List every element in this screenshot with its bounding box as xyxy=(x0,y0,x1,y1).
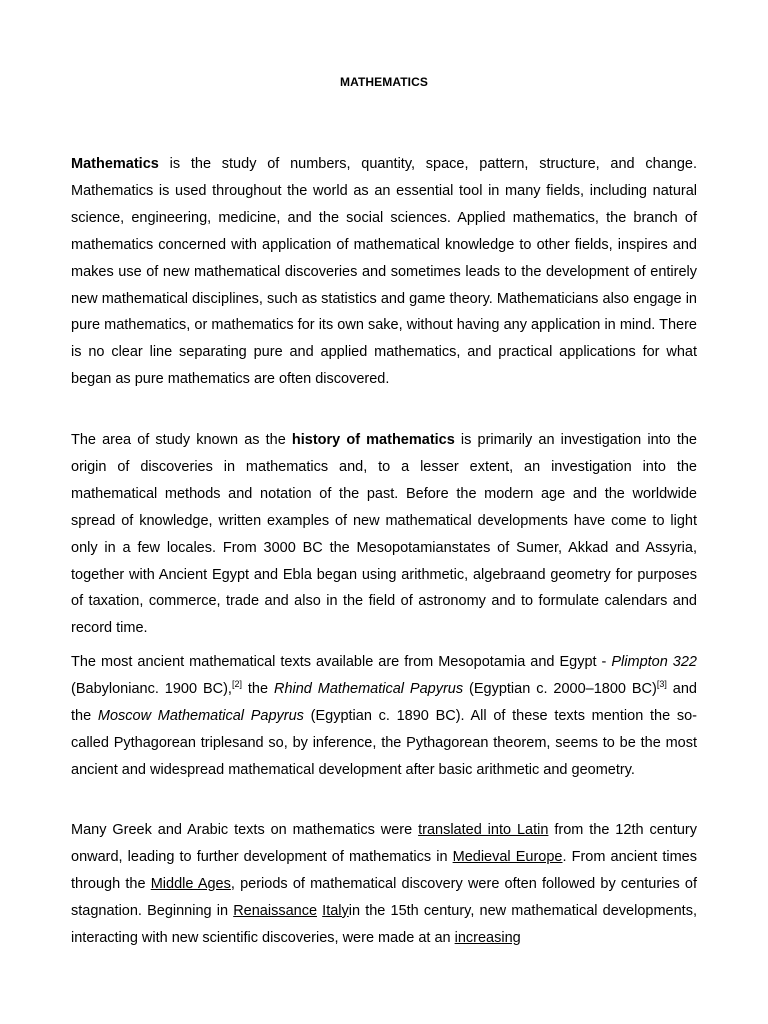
paragraph-text: is the study of numbers, quantity, space, pattern, structure, and change. Mathematics is used throughout the world as an essential tool in many fields, including natural science, engineering, medicine, and the social sciences. Applied mathematics, the branch of mathematics concerned with application of mathematical knowledge to other fields, inspires and makes use of new mathematical discoveries and sometimes leads to the development of entirely new mathematical disciplines, such as statistics and game theory. Mathematicians also engage in pure mathematics, or mathematics for its own sake, without having any application in mind. There is no clear line separating pure and applied mathematics, and practical applications for what began as pure mathematics are often discovered. xyxy=(71,156,697,388)
paragraph-text: Many Greek and Arabic texts on mathematics were xyxy=(71,822,419,838)
term-mathematics: Mathematics xyxy=(71,156,159,172)
paragraph-intro xyxy=(71,151,697,393)
link-increasing[interactable]: increasing xyxy=(454,929,521,946)
title-moscow-papyrus: Moscow Mathematical Papyrus xyxy=(97,707,304,724)
paragraph-text: from the 12th century onward, leading to further development of mathematics in xyxy=(71,822,697,865)
paragraph-text: (Egyptian c. 2000–1800 BC) xyxy=(463,680,657,697)
paragraph-text: in the 15th century, new mathematical developments, interacting with new scientific discoveries, were made at an xyxy=(71,902,697,946)
paragraph-ancient-texts xyxy=(71,649,697,784)
paragraph-text: The most ancient mathematical texts available are from Mesopotamia and Egypt - xyxy=(71,654,612,670)
paragraph-text: (Babylonianc. 1900 BC), xyxy=(71,680,232,697)
paragraph-text: , periods of mathematical discovery were often followed by centuries of stagnation. Beginning in xyxy=(71,875,697,919)
link-middle-ages[interactable]: Middle Ages xyxy=(150,875,231,892)
reference-marker: [2] xyxy=(231,678,242,689)
paragraph-text: (Egyptian c. 1890 BC). All of these texts mention the so-called Pythagorean triplesand so, by inference, the Pythagorean theorem, seems to be the most ancient and widespread mathematical development after basic arithmetic and geometry. xyxy=(71,707,697,778)
title-rhind-papyrus: Rhind Mathematical Papyrus xyxy=(273,680,464,697)
link-renaissance[interactable]: Renaissance xyxy=(233,902,318,919)
paragraph-text: . From ancient times through the xyxy=(71,848,697,892)
paragraph-history xyxy=(71,427,697,642)
paragraph-text: the xyxy=(241,680,274,697)
paragraph-text: is primarily an investigation into the origin of discoveries in mathematics and, to a lesser extent, an investigation into the mathematical methods and notation of the past. Before the modern age and the worldwide spread of knowledge, written examples of new mathematical developments have come to light only in a few locales. From 3000 BC the Mesopotamianstates of Sumer, Akkad and Assyria, together with Ancient Egypt and Ebla began using arithmetic, algebraand geometry for purposes of taxation, commerce, trade and also in the field of astronomy and to formulate calendars and record time. xyxy=(71,432,697,637)
term-history-of-mathematics: history of mathematics xyxy=(291,432,455,448)
document-title: MATHEMATICS xyxy=(340,75,428,89)
link-italy[interactable]: Italy xyxy=(322,902,349,919)
paragraph-text: The area of study known as the xyxy=(71,432,292,448)
title-plimpton-322: Plimpton 322 xyxy=(611,654,697,670)
link-medieval-europe[interactable]: Medieval Europe xyxy=(452,848,563,865)
paragraph-greek-arabic xyxy=(71,817,697,952)
reference-marker: [3] xyxy=(656,678,667,689)
paragraph-text: and the xyxy=(71,680,697,724)
link-translated-into-latin[interactable]: translated into Latin xyxy=(418,822,549,838)
